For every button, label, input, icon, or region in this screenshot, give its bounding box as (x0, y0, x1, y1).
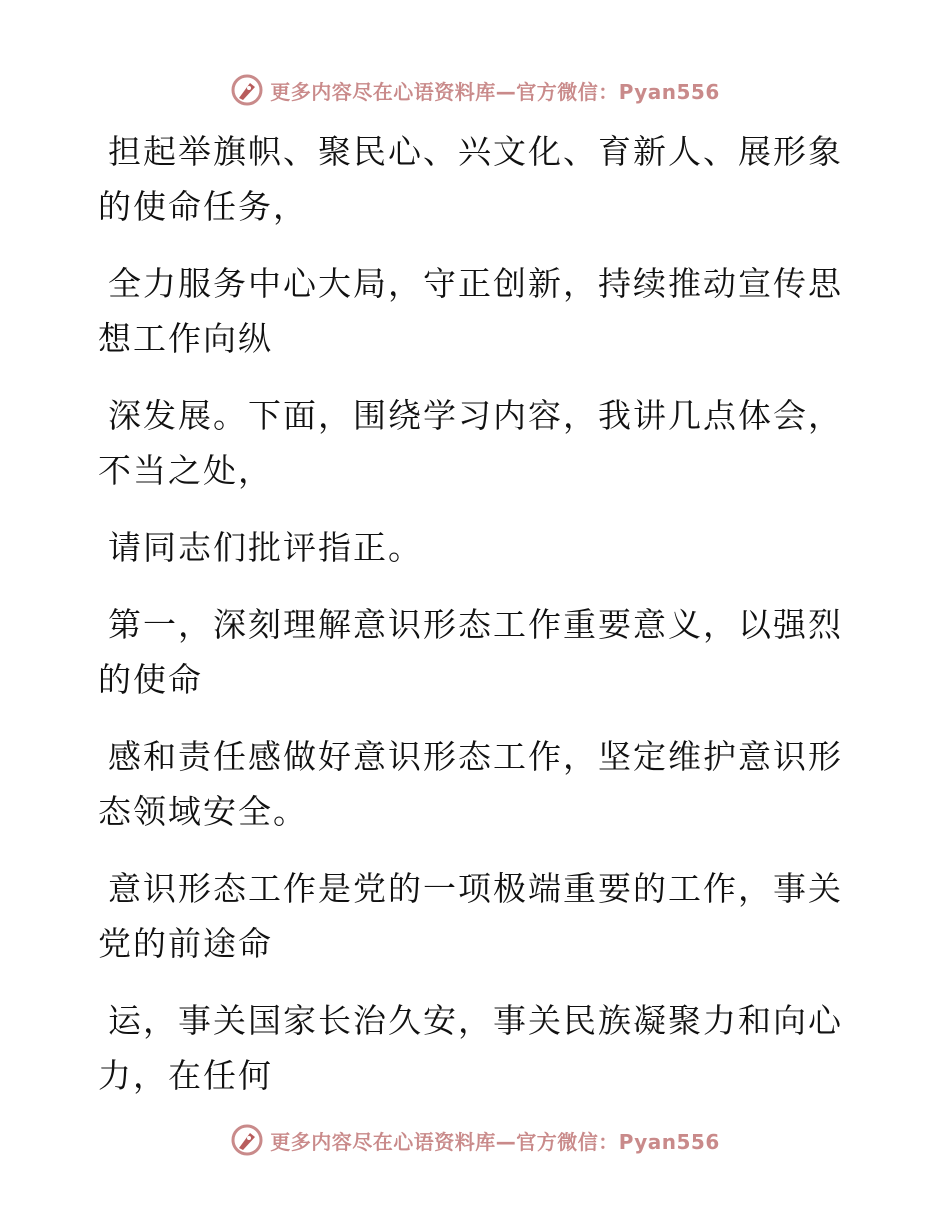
paragraph (98, 388, 843, 498)
paragraph (98, 597, 843, 707)
text-line: 的使命任务， (98, 187, 308, 226)
footer-watermark (0, 1120, 950, 1160)
document-body (98, 124, 843, 1125)
text-line: 深发展。下面，围绕学习内容，我讲几点体会， (108, 396, 843, 435)
paragraph (98, 729, 843, 839)
paragraph (98, 256, 843, 366)
watermark-text: 更多内容尽在心语资料库—官方微信：Pyan556 (270, 1129, 720, 1154)
paragraph (98, 124, 843, 234)
text-line: 态领域安全。 (98, 792, 308, 831)
text-line: 全力服务中心大局，守正创新，持续推动宣传思 (108, 264, 843, 303)
text-line: 不当之处， (98, 451, 273, 490)
paragraph (98, 993, 843, 1103)
text-line: 第一，深刻理解意识形态工作重要意义，以强烈 (108, 605, 843, 644)
header-watermark (0, 70, 950, 110)
text-line: 请同志们批评指正。 (108, 528, 423, 567)
text-line: 想工作向纵 (98, 319, 273, 358)
text-line: 运，事关国家长治久安，事关民族凝聚力和向心 (108, 1001, 843, 1040)
text-line: 力，在任何 (98, 1056, 273, 1095)
paragraph (98, 520, 838, 575)
text-line: 感和责任感做好意识形态工作，坚定维护意识形 (108, 737, 843, 776)
text-line: 党的前途命 (98, 924, 273, 963)
text-line: 意识形态工作是党的一项极端重要的工作，事关 (108, 869, 843, 908)
pen-nib-logo-icon (230, 1123, 264, 1157)
text-line: 担起举旗帜、聚民心、兴文化、育新人、展形象 (108, 132, 843, 171)
paragraph (98, 861, 843, 971)
watermark-text: 更多内容尽在心语资料库—官方微信：Pyan556 (270, 79, 720, 104)
pen-nib-logo-icon (230, 73, 264, 107)
text-line: 的使命 (98, 660, 203, 699)
